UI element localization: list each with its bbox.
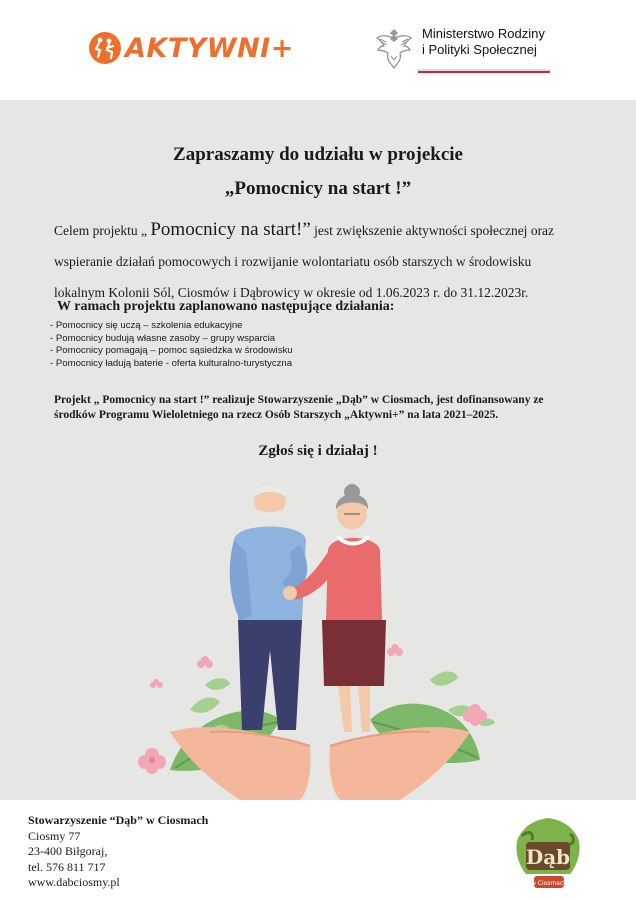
actions-list [50, 320, 293, 370]
ministry-name-line2: i Polityki Społecznej [422, 42, 537, 57]
funding-line1: Projekt „ Pomocnicy na start !” realizuje Stowarzyszenie „Dąb” w Ciosmach, jest dofinansowany ze [54, 394, 544, 406]
main-content [0, 100, 636, 800]
list-item: - Pomocnicy budują własne zasoby – grupy wsparcia [50, 332, 276, 344]
ministry-flag-rule [418, 69, 550, 73]
dab-logo-subtext: w Ciosmach [530, 880, 568, 887]
project-title: „Pomocnicy na start !” [224, 178, 412, 199]
organization-name: Stowarzyszenie “Dąb” w Ciosmach [28, 813, 209, 827]
address-street: Ciosmy 77 [28, 828, 81, 843]
intro-line3: lokalnym Kolonii Sól, Ciosmów i Dąbrowicy w okresie od 1.06.2023 r. do 31.12.2023r. [54, 285, 529, 300]
address-city: 23-400 Biłgoraj, [28, 844, 108, 858]
ministry-logo [374, 26, 545, 70]
eagle-emblem-icon [374, 26, 414, 70]
intro-prefix: Celem projektu „ [54, 223, 151, 238]
funding-line2: środków Programu Wieloletniego na rzecz Osób Starszych „Aktywni+” na lata 2021–2025. [54, 409, 499, 421]
aktywni-runner-icon [88, 31, 122, 65]
dab-logo-text: Dąb [525, 845, 571, 869]
ministry-name-line1: Ministerstwo Rodziny [422, 26, 545, 41]
contact-info [28, 813, 208, 891]
call-to-action: Zgłoś się i działaj ! [258, 443, 378, 459]
actions-heading: W ramach projektu zaplanowano następujące działania: [57, 299, 395, 314]
open-hands-illustration [170, 727, 470, 800]
footer [0, 800, 636, 900]
website-link[interactable]: www.dabciosmy.pl [28, 875, 120, 889]
header [0, 0, 636, 100]
phone-number: tel. 576 811 717 [28, 859, 106, 874]
dab-association-logo [512, 816, 584, 890]
elderly-man-figure [230, 484, 307, 730]
aktywni-logo [88, 30, 294, 66]
intro-project-name: Pomocnicy na start!” [150, 219, 311, 240]
invitation-title: Zapraszamy do udziału w projekcie [173, 144, 463, 165]
aktywni-logo-text: AKTYWNI+ [125, 32, 294, 64]
seniors-in-hands-illustration [130, 470, 510, 800]
list-item: - Pomocnicy się uczą – szkolenia edukacyjne [50, 320, 243, 331]
intro-line2: wspieranie działań pomocowych i rozwijanie wolontariatu osób starszych w środowisku [54, 254, 532, 269]
list-item: - Pomocnicy pomagają – pomoc sąsiedzka w środowisku [50, 345, 293, 356]
intro-rest: jest zwiększenie aktywności społecznej oraz [310, 223, 555, 238]
funding-note [54, 393, 594, 423]
project-description [54, 214, 594, 308]
list-item: - Pomocnicy ładują baterie - oferta kulturalno-turystyczna [50, 357, 293, 369]
